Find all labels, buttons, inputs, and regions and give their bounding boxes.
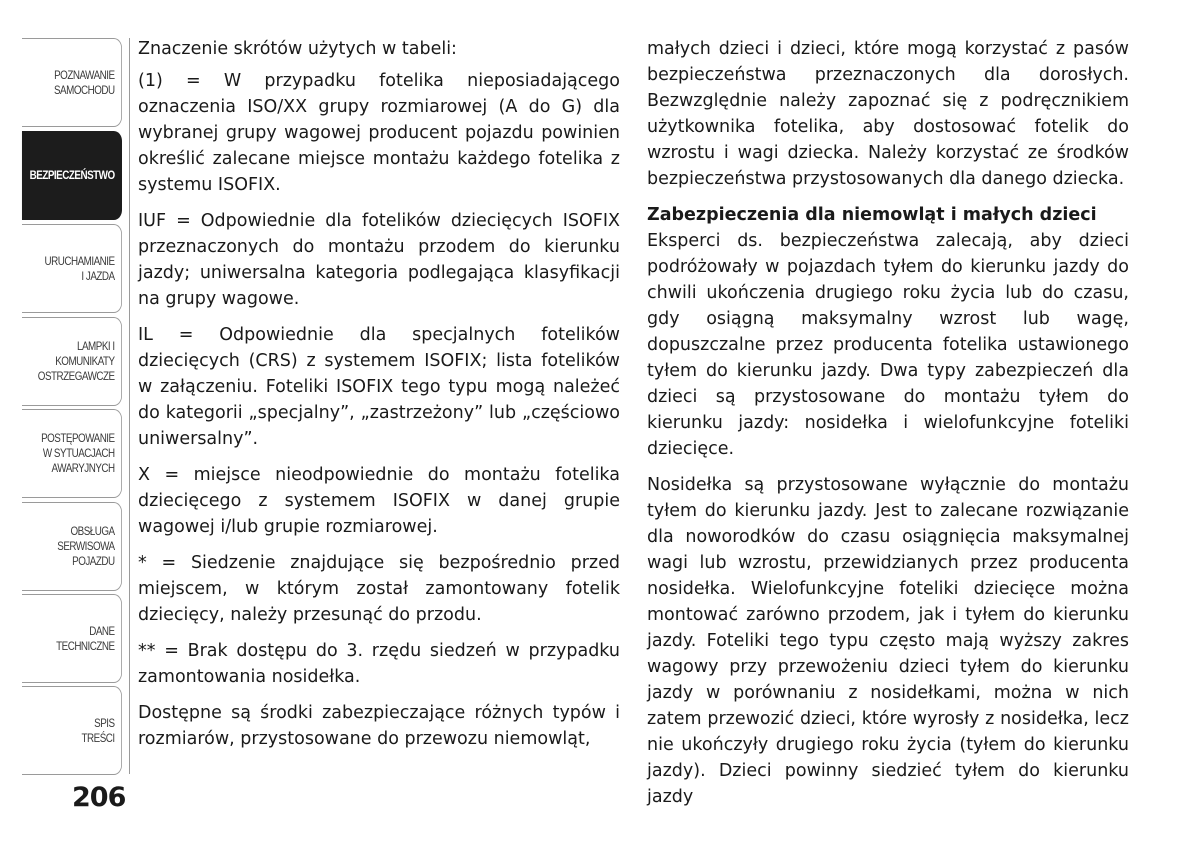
paragraph-definition-x: X = miejsce nieodpowiednie do montażu fotelika dziecięcego z systemem ISOFIX w danej grupie wagowej i/lub grupie rozmiarowej. (138, 465, 620, 537)
tab-poznawanie-samochodu[interactable]: POZNAWANIE SAMOCHODU (22, 38, 122, 127)
tab-postepowanie-awaryjne[interactable]: POSTĘPOWANIE W SYTUACJACH AWARYJNYCH (22, 409, 122, 498)
paragraph-definition-iuf: IUF = Odpowiednie dla fotelików dziecięcych ISOFIX przeznaczonych do montażu przodem do kierunku jazdy; uniwersalna kategoria podlegająca klasyfikacji na grupy wagowe. (138, 211, 620, 309)
section-heading-infant-restraints: Zabezpieczenia dla niemowląt i małych dzieci (647, 205, 1097, 225)
tab-dane-techniczne[interactable]: DANE TECHNICZNE (22, 594, 122, 683)
paragraph-definition-asterisk: * = Siedzenie znajdujące się bezpośrednio przed miejscem, w którym został zamontowany fotelik dziecięcy, należy przesunąć do przodu. (138, 553, 620, 625)
paragraph-restraints-intro: Dostępne są środki zabezpieczające różnych typów i rozmiarów, przystosowane do przewozu niemowląt, (138, 703, 620, 749)
left-text-column (138, 36, 620, 762)
tab-bezpieczenstwo[interactable]: BEZPIECZEŃSTWO (22, 131, 122, 220)
paragraph-definition-il: IL = Odpowiednie dla specjalnych fotelików dziecięcych (CRS) z systemem ISOFIX; lista fotelików w załączeniu. Foteliki ISOFIX tego typu mogą należeć do kategorii „specjalny”, „zastrzeżony” lub „częściowo uniwersalny”. (138, 325, 620, 449)
tab-obsluga-serwisowa[interactable]: OBSŁUGA SERWISOWA POJAZDU (22, 502, 122, 591)
tab-spis-tresci[interactable]: SPIS TREŚCI (22, 686, 122, 775)
page-number: 206 (72, 782, 126, 813)
tab-uruchamianie-i-jazda[interactable]: URUCHAMIANIE I JAZDA (22, 224, 122, 313)
tab-lampki-i-komunikaty[interactable]: LAMPKI I KOMUNIKATY OSTRZEGAWCZE (22, 317, 122, 406)
right-text-column (647, 36, 1129, 820)
chapter-sidebar (0, 38, 122, 774)
paragraph-expert-recommendation: Eksperci ds. bezpieczeństwa zalecają, aby dzieci podróżowały w pojazdach tyłem do kierunku jazdy do chwili ukończenia drugiego roku życia lub do czasu, gdy osiągną maksymalny wzrost lub wagę, dopuszczalne przez producenta fotelika ustawionego tyłem do kierunku jazdy. Dwa typy zabezpieczeń dla dzieci są przystosowane do montażu tyłem do kierunku jazdy: nosidełka i wielofunkcyjne foteliki dziecięce. (647, 231, 1129, 459)
paragraph-carriers: Nosidełka są przystosowane wyłącznie do montażu tyłem do kierunku jazdy. Jest to zalecane rozwiązanie dla noworodków do czasu osiągnięcia maksymalnej wagi lub wzrostu, przewidzianych przez producenta nosidełka. Wielofunkcyjne foteliki dziecięce można montować zarówno przodem, jak i tyłem do kierunku jazdy. Foteliki tego typu często mają wyższy zakres wagowy przy przewożeniu dzieci tyłem do kierunku jazdy w porównaniu z nosidełkami, można w nich zatem przewozić dzieci, które wyrosły z nosidełka, lecz nie ukończyły drugiego roku życia (tyłem do kierunku jazdy). Dzieci powinny siedzieć tyłem do kierunku jazdy (647, 475, 1129, 807)
sidebar-divider (129, 38, 130, 774)
paragraph-abbreviations-intro: Znaczenie skrótów użytych w tabeli: (138, 39, 457, 59)
paragraph-definition-double-asterisk: ** = Brak dostępu do 3. rzędu siedzeń w przypadku zamontowania nosidełka. (138, 641, 620, 687)
paragraph-definition-1: (1) = W przypadku fotelika nieposiadającego oznaczenia ISO/XX grupy rozmiarowej (A do G) dla wybranej grupy wagowej producent pojazdu powinien określić zalecane miejsce montażu każdego fotelika z systemu ISOFIX. (138, 71, 620, 195)
paragraph-restraints-continued: małych dzieci i dzieci, które mogą korzystać z pasów bezpieczeństwa przeznaczonych dla dorosłych. Bezwzględnie należy zapoznać się z podręcznikiem użytkownika fotelika, aby dostosować fotelik do wzrostu i wagi dziecka. Należy korzystać ze środków bezpieczeństwa przystosowanych dla danego dziecka. (647, 39, 1129, 189)
